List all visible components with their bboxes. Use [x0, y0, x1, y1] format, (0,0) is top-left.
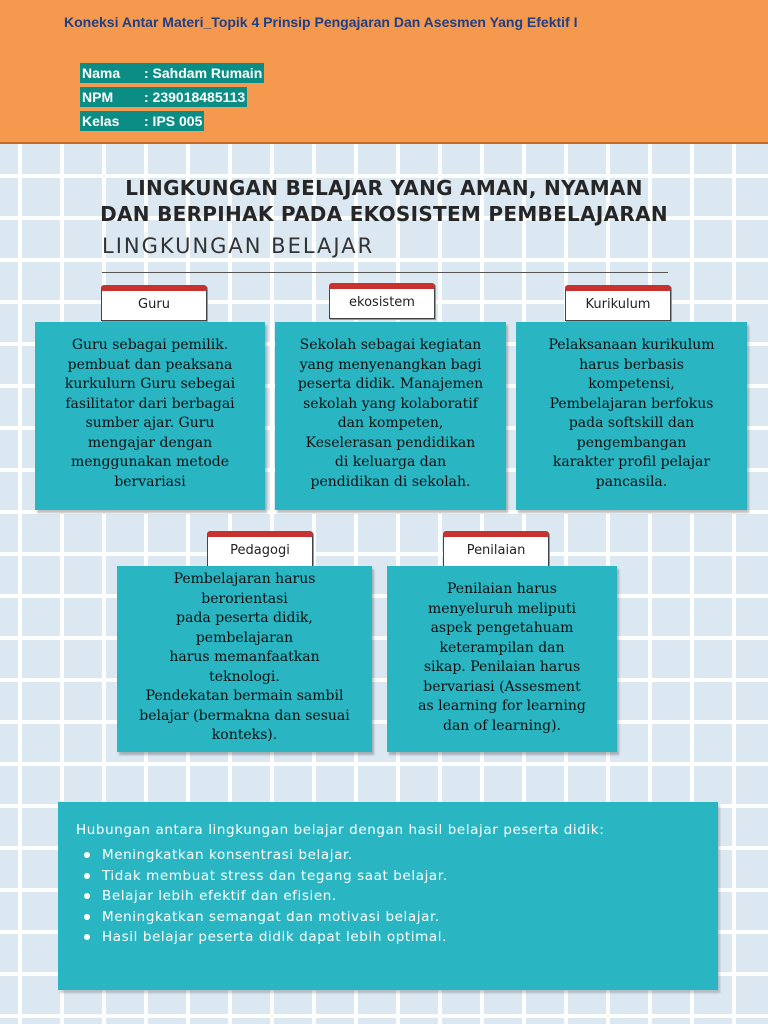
card-ekosistem-line: peserta didik. Manajemen [297, 376, 484, 392]
card-pedagogi-line: pada peserta didik, [176, 610, 313, 626]
card-pedagogi-line: belajar (bermakna dan sesuai [139, 707, 350, 724]
bullet-icon [84, 914, 90, 920]
card-kurikulum [516, 322, 747, 510]
card-penilaian-line: sikap. Penilaian harus [423, 659, 581, 675]
card-pedagogi [117, 566, 372, 752]
card-ekosistem-line: dan kompeten, [337, 415, 444, 431]
info-kelas-value: : IPS 005 [144, 113, 203, 129]
card-ekosistem [275, 322, 506, 510]
tab-penilaian: Penilaian [443, 531, 549, 567]
card-kurikulum-line: pengembangan [576, 434, 687, 451]
card-ekosistem-line: Keselerasan pendidikan [305, 434, 476, 451]
card-guru-line: menggunakan metode [70, 454, 230, 470]
card-penilaian-line: keterampilan dan [439, 639, 565, 656]
tab-pedagogi: Pedagogi [207, 531, 313, 567]
card-guru-line: mengajar dengan [87, 434, 213, 451]
summary-item [76, 886, 704, 907]
summary-item [76, 845, 704, 866]
card-ekosistem-line: di keluarga dan [334, 454, 447, 470]
card-kurikulum-line: harus berbasis [579, 356, 684, 373]
card-ekosistem-line: sekolah yang kolaboratif [303, 395, 478, 412]
card-kurikulum-line: Pelaksanaan kurikulum [548, 337, 715, 353]
card-kurikulum-line: kompetensi, [588, 376, 675, 392]
card-guru-line: bervariasi [114, 473, 186, 490]
summary-intro: Hubungan antara lingkungan belajar dengan hasil belajar peserta didik: [76, 822, 605, 838]
info-name-label: Nama [82, 65, 121, 81]
card-guru-line: sumber ajar. Guru [85, 415, 215, 431]
summary-item-text: Meningkatkan semangat dan motivasi belajar. [102, 908, 440, 925]
info-name-row [80, 63, 264, 83]
card-guru-line: kurkulurn Guru sebegai [64, 376, 236, 392]
bullet-icon [84, 893, 90, 899]
bullet-icon [84, 873, 90, 879]
summary-item-text: Hasil belajar peserta didik dapat lebih optimal. [102, 929, 448, 945]
card-pedagogi-line: berorientasi [201, 590, 288, 607]
bullet-icon [84, 934, 90, 940]
card-pedagogi-line: konteks). [211, 727, 278, 743]
card-penilaian-line: aspek pengetahuam [430, 620, 574, 636]
card-ekosistem-line: pendidikan di sekolah. [310, 473, 471, 490]
document-header [0, 0, 768, 144]
card-penilaian [387, 566, 617, 752]
tab-ekosistem: ekosistem [329, 283, 435, 319]
info-kelas-row [80, 111, 204, 131]
card-guru-line: Guru sebagai pemilik. [71, 337, 229, 353]
card-ekosistem-line: Sekolah sebagai kegiatan [299, 337, 482, 353]
info-npm-row [80, 87, 247, 107]
card-kurikulum-line: Pembelajaran berfokus [549, 395, 714, 412]
card-pedagogi-line: teknologi. [209, 668, 280, 685]
card-penilaian-line: Penilaian harus [447, 581, 557, 597]
bullet-icon [84, 852, 90, 858]
tab-kurikulum: Kurikulum [565, 285, 671, 321]
poster-subtitle: LINGKUNGAN BELAJAR [102, 234, 375, 258]
info-name-value: : Sahdam Rumain [144, 65, 263, 81]
info-npm-label: NPM [82, 89, 114, 105]
card-guru [35, 322, 265, 510]
summary-item-text: Tidak membuat stress dan tegang saat belajar. [102, 867, 448, 884]
card-kurikulum-line: pancasila. [595, 473, 668, 490]
card-penilaian-line: dan of learning). [442, 717, 562, 734]
card-penilaian-line: menyeluruh meliputi [427, 600, 577, 617]
subtitle-divider [102, 272, 668, 273]
card-penilaian-line: as learning for learning [418, 698, 586, 714]
card-ekosistem-line: yang menyenangkan bagi [299, 356, 482, 373]
info-npm-value: : 239018485113 [144, 89, 246, 105]
card-guru-line: fasilitator dari berbagai [65, 395, 235, 412]
card-kurikulum-line: pada softskill dan [568, 415, 695, 431]
card-guru-line: pembuat dan peaksana [67, 356, 233, 373]
poster-title-line-1: LINGKUNGAN BELAJAR YANG AMAN, NYAMAN [125, 176, 643, 200]
card-pedagogi-line: harus memanfaatkan [169, 649, 320, 665]
tab-guru: Guru [101, 285, 207, 321]
card-pedagogi-line: Pembelajaran harus [173, 571, 316, 587]
card-penilaian-line: bervariasi (Assesment [423, 678, 581, 695]
summary-item-text: Belajar lebih efektif dan efisien. [102, 888, 337, 904]
card-pedagogi-line: Pendekatan bermain sambil [145, 688, 344, 704]
summary-item-text: Meningkatkan konsentrasi belajar. [102, 847, 353, 863]
document-title: Koneksi Antar Materi_Topik 4 Prinsip Pengajaran Dan Asesmen Yang Efektif I [64, 14, 578, 30]
summary-item [76, 866, 704, 887]
info-kelas-label: Kelas [82, 113, 120, 129]
summary-box [58, 802, 718, 990]
card-kurikulum-line: karakter profil pelajar [552, 454, 711, 470]
poster-title-line-2: DAN BERPIHAK PADA EKOSISTEM PEMBELAJARAN [100, 202, 668, 226]
summary-list [76, 845, 704, 948]
card-pedagogi-line: pembelajaran [195, 629, 294, 646]
summary-item [76, 907, 704, 928]
summary-item [76, 927, 704, 948]
